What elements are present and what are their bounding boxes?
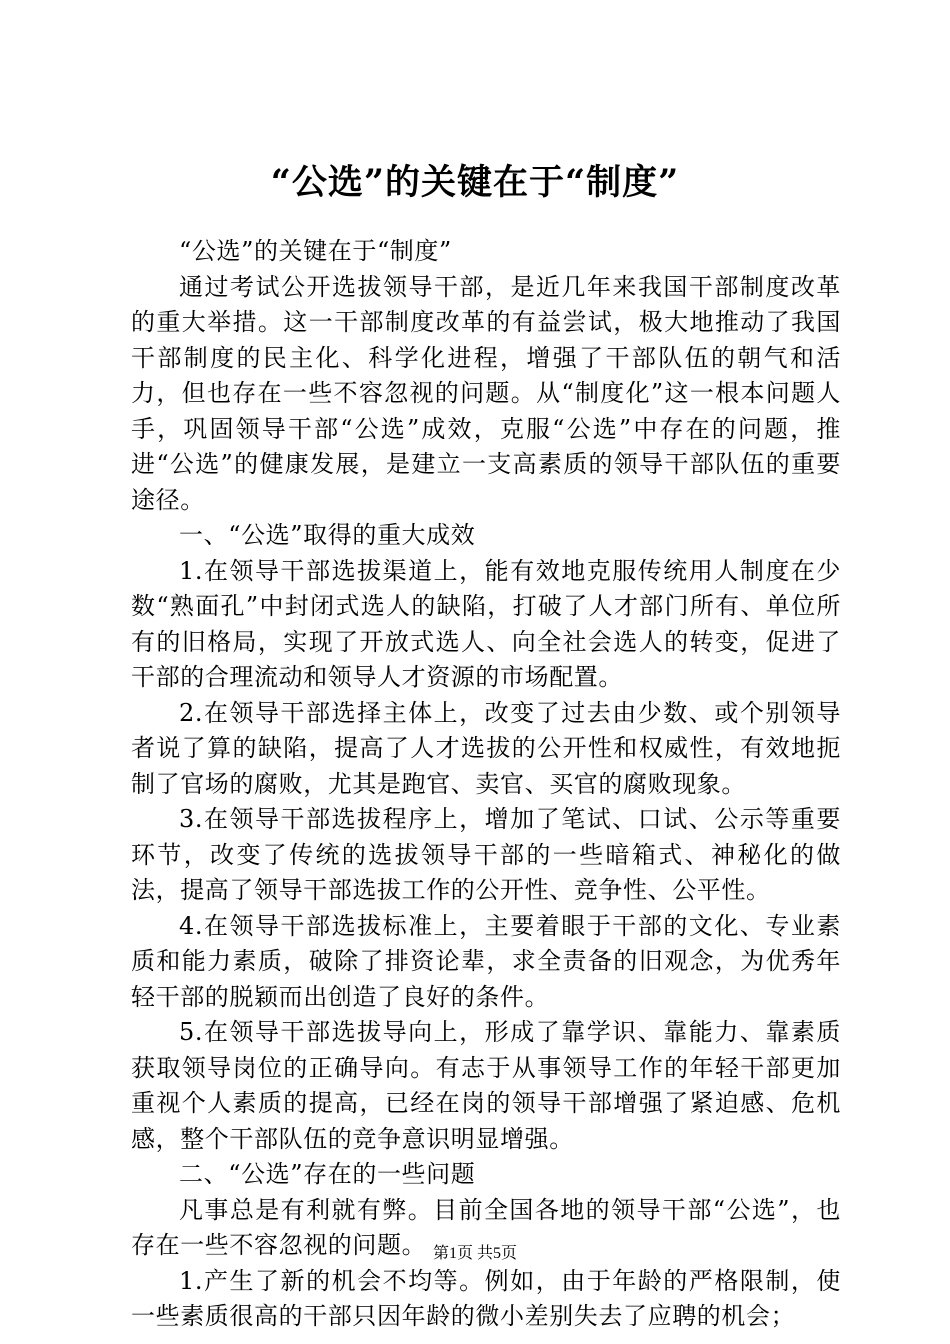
paragraph: 凡事总是有利就有弊。目前全国各地的领导干部“公选”，也存在一些不容忽视的问题。: [131, 1195, 841, 1259]
section-heading: 一、“公选”取得的重大成效: [179, 521, 476, 549]
paragraph: 2.在领导干部选择主体上，改变了过去由少数、或个别领导者说了算的缺陷，提高了人才选拔的公开性和权威性，有效地扼制了官场的腐败，尤其是跑官、卖官、买官的腐败现象。: [131, 698, 841, 798]
page-footer: 第1页 共5页: [432, 1245, 517, 1262]
paragraph: “公选”的关键在于“制度”: [179, 237, 452, 265]
paragraph: 3.在领导干部选拔程序上，增加了笔试、口试、公示等重要环节，改变了传统的选拔领导干部的一些暗箱式、神秘化的做法，提高了领导干部选拔工作的公开性、竞争性、公平性。: [131, 805, 841, 904]
document-body: [131, 234, 841, 1335]
paragraph: 1.在领导干部选拔渠道上，能有效地克服传统用人制度在少数“熟面孔”中封闭式选人的缺陷，打破了人才部门所有、单位所有的旧格局，实现了开放式选人、向全社会选人的转变，促进了干部的合理流动和领导人才资源的市场配置。: [131, 556, 841, 691]
paragraph: 1.产生了新的机会不均等。例如，由于年龄的严格限制，使一些素质很高的干部只因年龄的微小差别失去了应聘的机会；: [131, 1266, 841, 1330]
paragraph: 4.在领导干部选拔标准上，主要着眼于干部的文化、专业素质和能力素质，破除了排资论辈，求全责备的旧观念，为优秀年轻干部的脱颖而出创造了良好的条件。: [131, 911, 841, 1011]
section-heading: 二、“公选”存在的一些问题: [179, 1160, 476, 1188]
document-title: “公选”的关键在于“制度”: [270, 162, 680, 203]
paragraph: 通过考试公开选拔领导干部，是近几年来我国干部制度改革的重大举措。这一干部制度改革的有益尝试，极大地推动了我国干部制度的民主化、科学化进程，增强了干部队伍的朝气和活力，但也存在一些不容忽视的问题。从“制度化”这一根本问题人手，巩固领导干部“公选”成效，克服“公选”中存在的问题，推进“公选”的健康发展，是建立一支高素质的领导干部队伍的重要途径。: [131, 272, 841, 514]
paragraph: 5.在领导干部选拔导向上，形成了靠学识、靠能力、靠素质获取领导岗位的正确导向。有志于从事领导工作的年轻干部更加重视个人素质的提高，已经在岗的领导干部增强了紧迫感、危机感，整个干部队伍的竞争意识明显增强。: [131, 1018, 841, 1153]
